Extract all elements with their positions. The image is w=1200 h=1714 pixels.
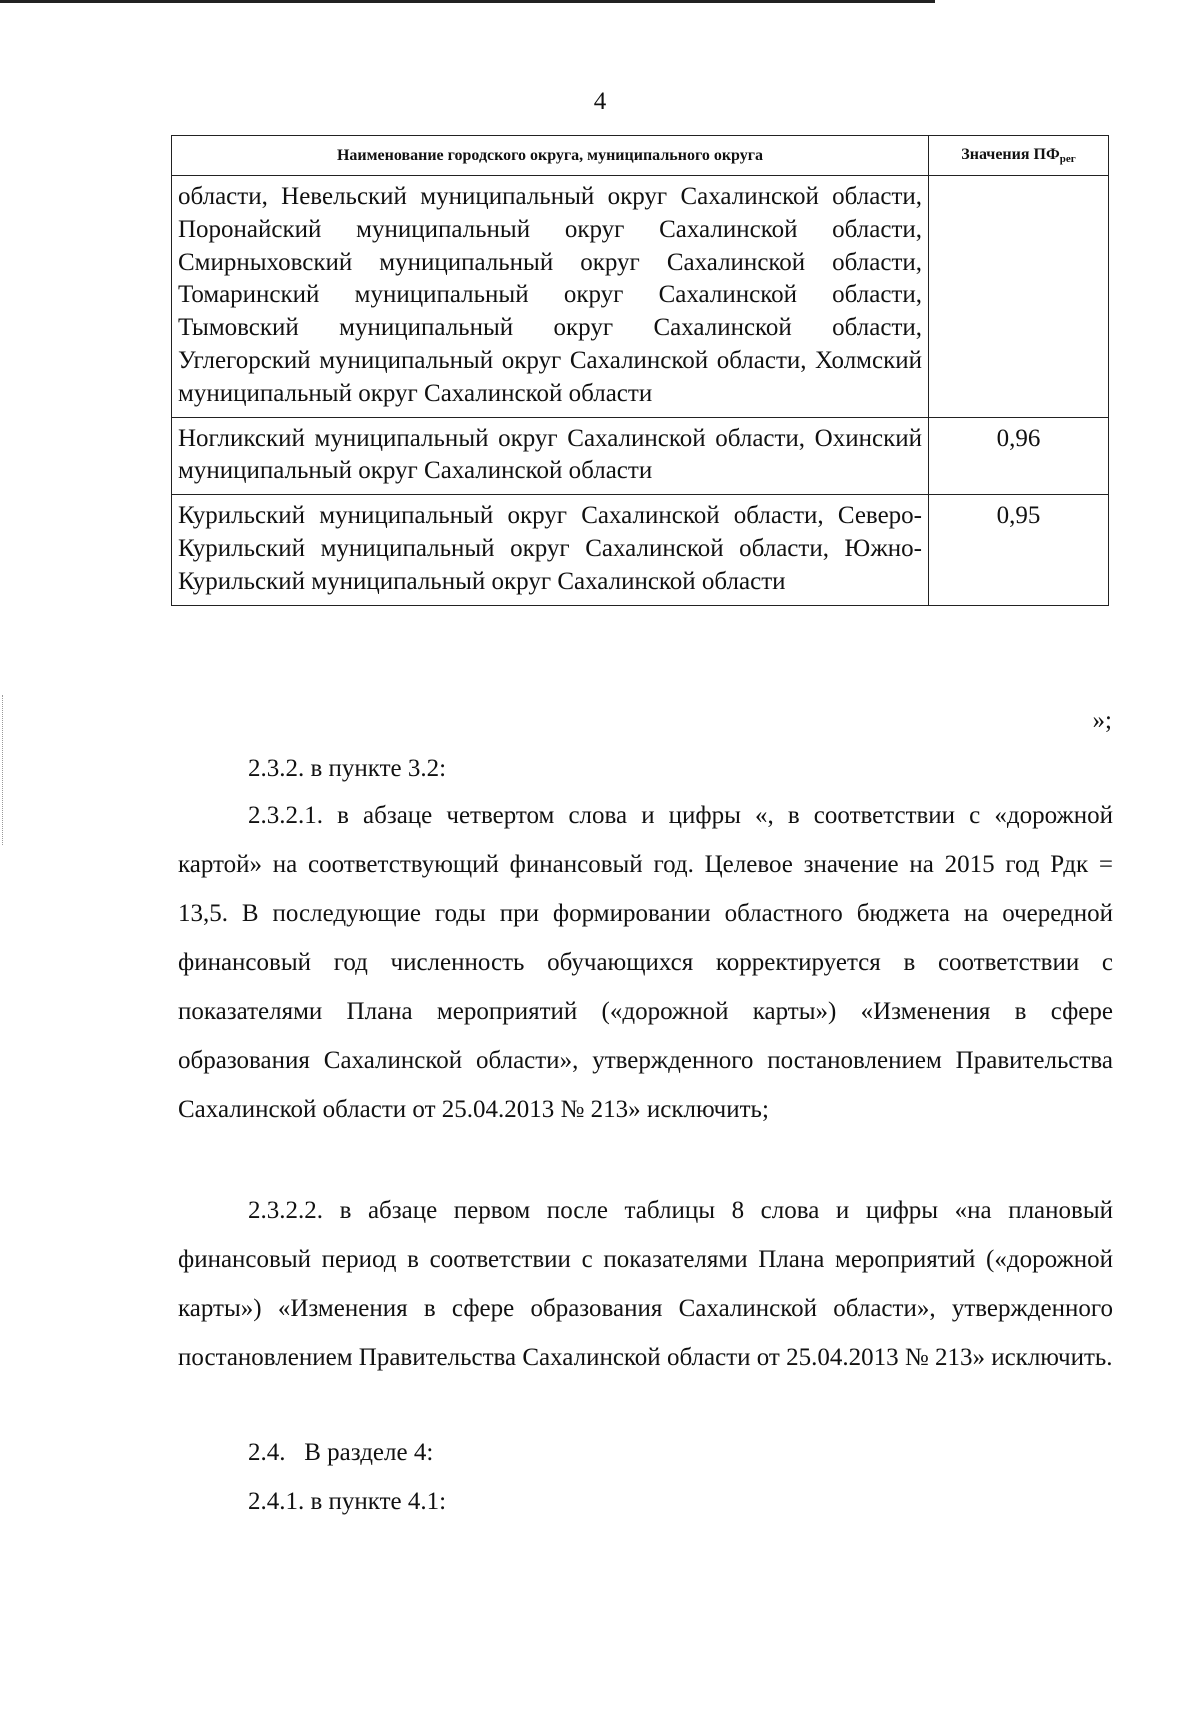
header-pf-value-label: Значения ПФ [961,146,1060,163]
table-header-row [172,136,1109,176]
municipal-coefficient-table [171,135,1109,606]
paragraph-2-4-1: 2.4.1. в пункте 4.1: [248,1488,447,1515]
table-row [172,495,1109,605]
header-pf-value-subscript: рег [1059,153,1076,165]
paragraph-2-4: 2.4. В разделе 4: [248,1439,434,1466]
closing-quote-mark: »; [1092,707,1112,734]
scan-margin-marks [2,695,4,845]
row-municipality-name: Ногликский муниципальный округ Сахалинской области, Охинский муниципальный округ Сахалинской области [172,417,929,495]
row-municipality-name: Курильский муниципальный округ Сахалинской области, Северо-Курильский муниципальный округ Сахалинской области, Южно-Курильский муниципальный округ Сахалинской области [172,495,929,605]
row-pf-value: 0,96 [929,417,1109,495]
header-municipality-name: Наименование городского округа, муниципального округа [172,136,929,176]
row-pf-value [929,176,1109,418]
paragraph-2-3-2-1: 2.3.2.1. в абзаце четвертом слова и цифры «, в соответствии с «дорожной картой» на соответствующий финансовый год. Целевое значение на 2015 год Рдк = 13,5. В последующие годы при формировании областного бюджета на очередной финансовый год численность обучающихся корректируется в соответствии с показателями Плана мероприятий («дорожной карты») «Изменения в сфере образования Сахалинской области», утвержденного постановлением Правительства Сахалинской области от 25.04.2013 № 213» исключить; [178,802,1113,1123]
row-municipality-name: области, Невельский муниципальный округ Сахалинской области, Поронайский муниципальный округ Сахалинской области, Смирныховский муниципальный округ Сахалинской области, Томаринский муниципальный округ Сахалинской области, Тымовский муниципальный округ Сахалинской области, Углегорский муниципальный округ Сахалинской области, Холмский муниципальный округ Сахалинской области [172,176,929,418]
top-border-line [0,0,935,3]
table-row [172,417,1109,495]
header-pf-value [929,136,1109,176]
row-pf-value: 0,95 [929,495,1109,605]
page-number: 4 [593,88,607,115]
table-row [172,176,1109,418]
paragraph-2-3-2-2: 2.3.2.2. в абзаце первом после таблицы 8 слова и цифры «на плановый финансовый период в соответствии с показателями Плана мероприятий («дорожной карты») «Изменения в сфере образования Сахалинской области», утвержденного постановлением Правительства Сахалинской области от 25.04.2013 № 213» исключить. [178,1197,1113,1371]
paragraph-2-3-2: 2.3.2. в пункте 3.2: [248,755,447,782]
